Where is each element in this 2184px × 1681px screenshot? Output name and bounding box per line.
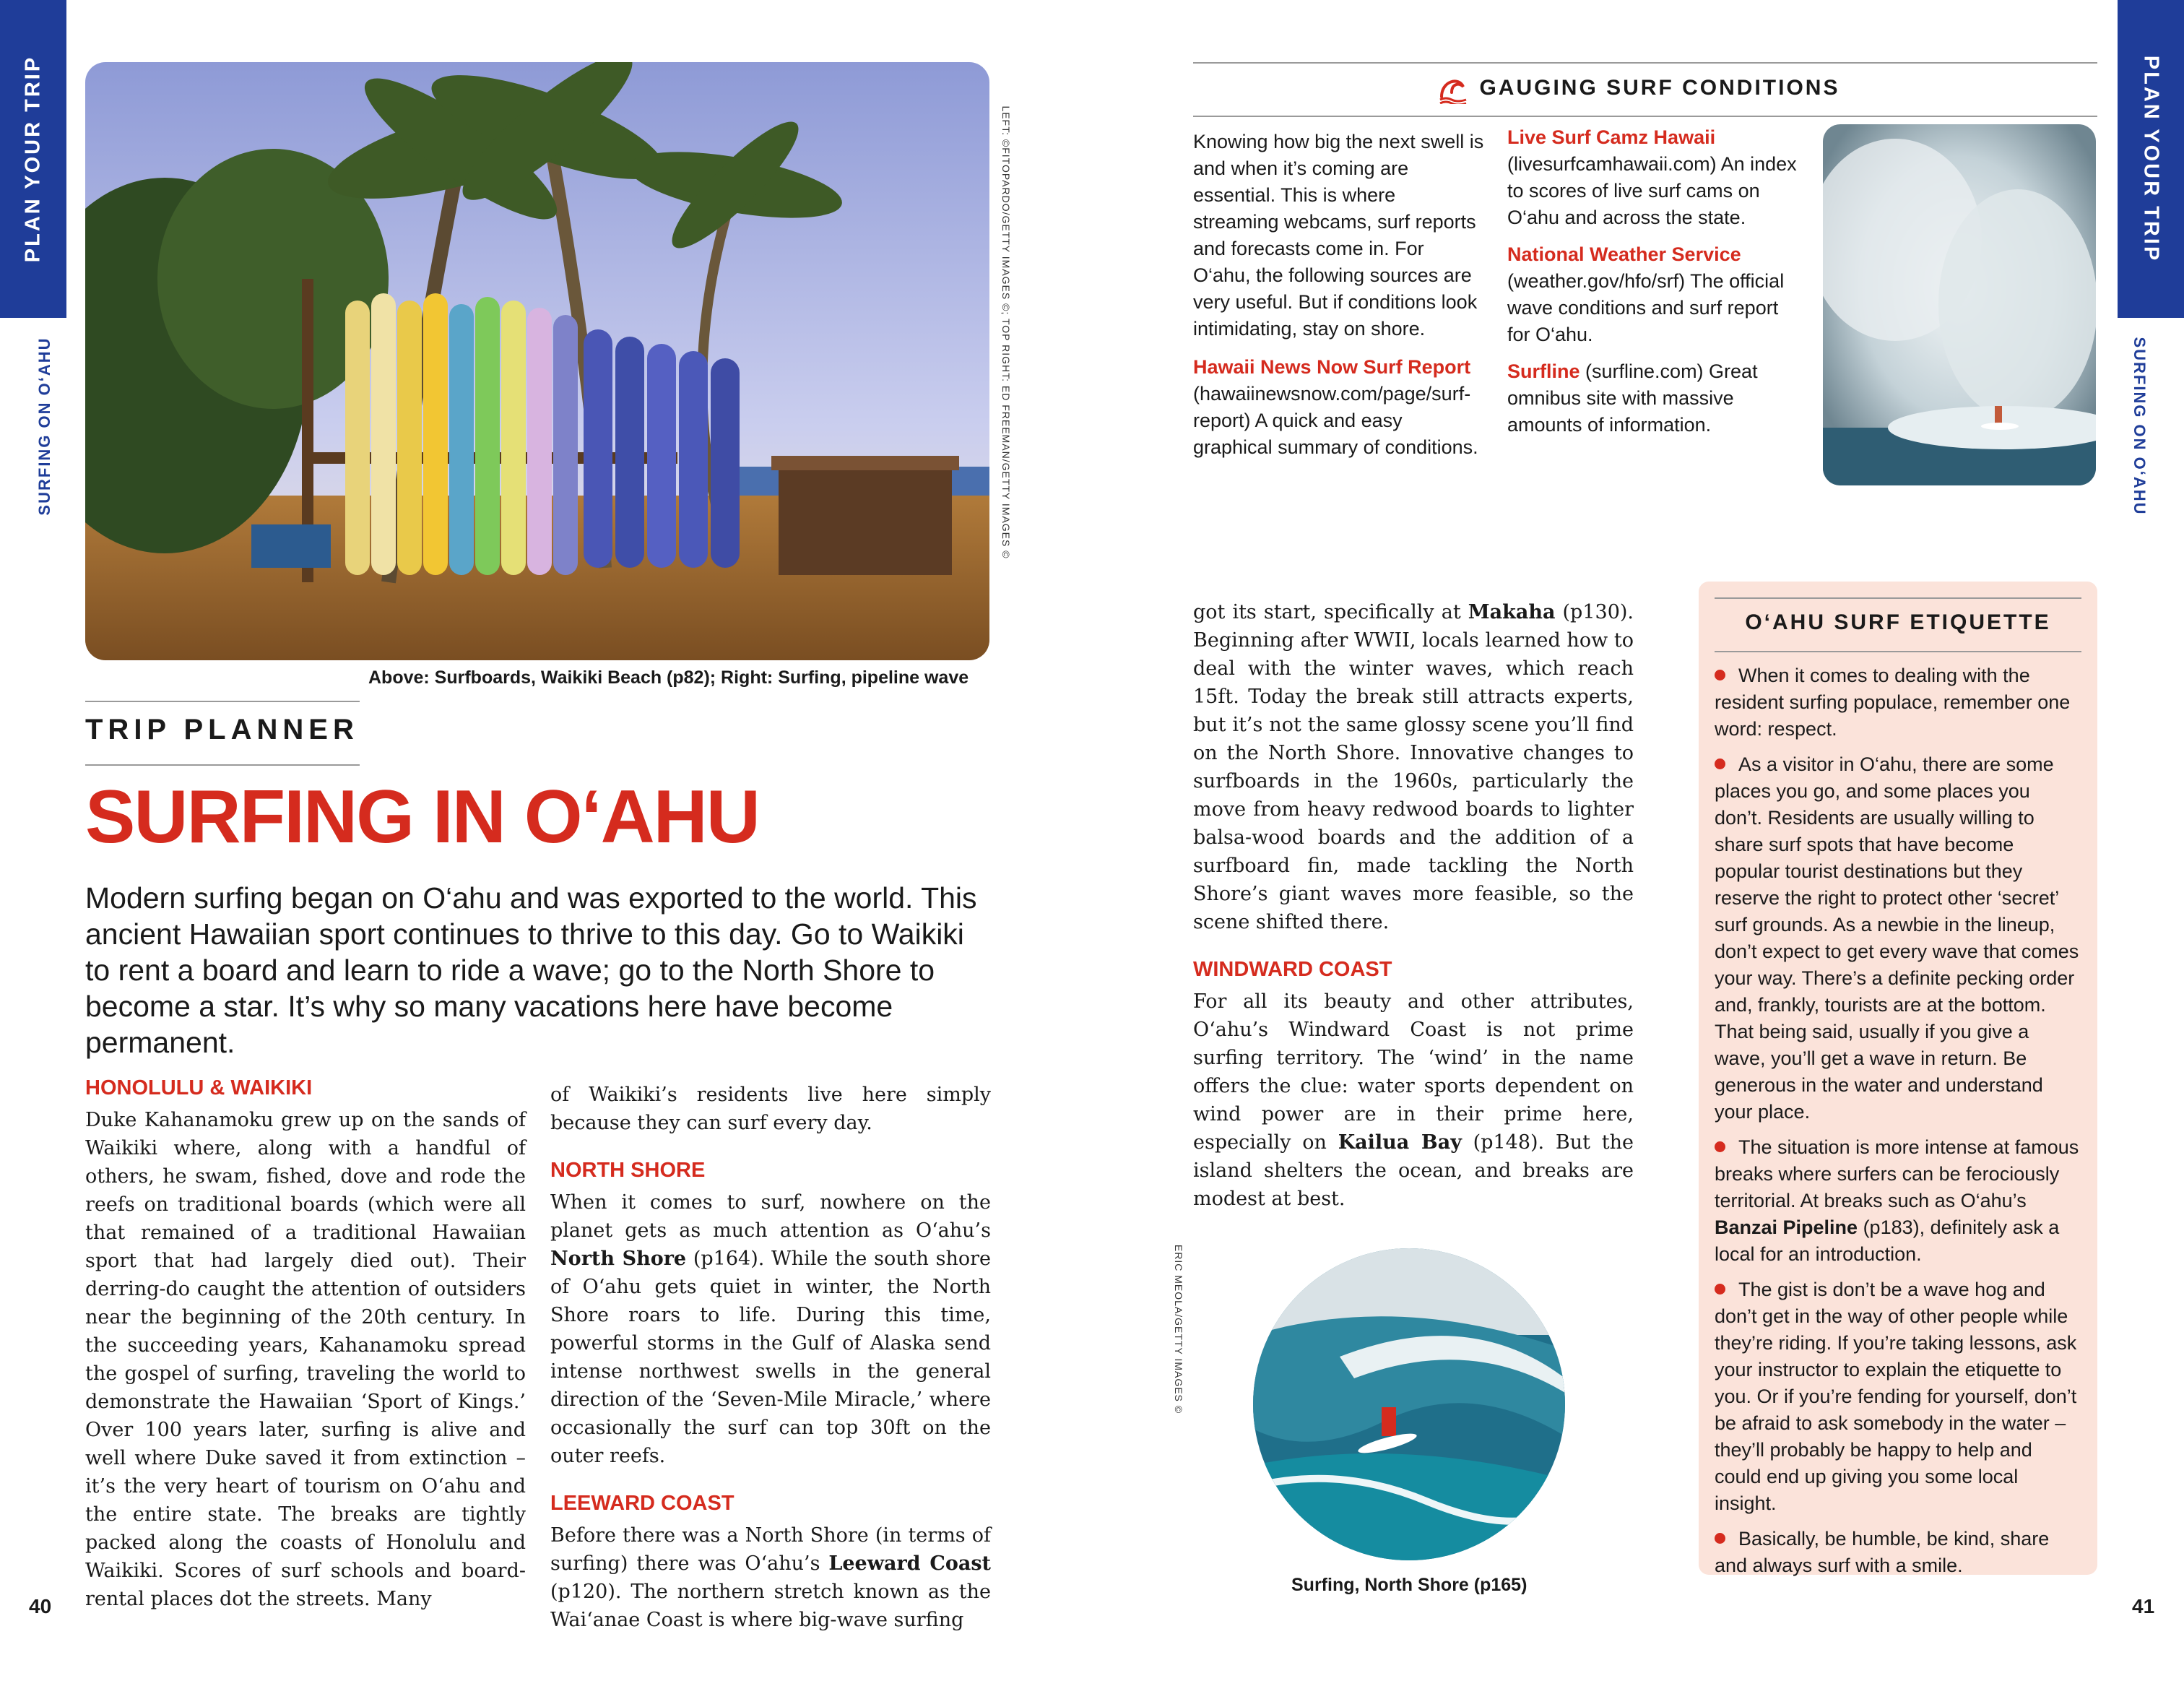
section-label-left: SURFING ON O‘AHU xyxy=(35,337,53,516)
north-shore-heading: NORTH SHORE xyxy=(550,1159,706,1182)
conditions-col-1 xyxy=(1193,129,1486,461)
wave-illustration xyxy=(1823,124,2096,485)
conditions-intro: Knowing how big the next swell is and when it’s coming are essential. This is where streaming webcams, surf reports and forecasts come in. For O‘ahu, the following sources are very useful. But if conditions look intimidating, stay on shore. xyxy=(1193,131,1484,340)
conditions-col-2 xyxy=(1507,124,1803,438)
etiquette-rule-bottom xyxy=(1715,651,2081,652)
honolulu-heading: HONOLULU & WAIKIKI xyxy=(85,1076,313,1099)
surfboards-illustration xyxy=(85,62,989,660)
page-number-right: 41 xyxy=(2132,1595,2155,1617)
source-item: Surfline (surfline.com) Great omnibus site with massive amounts of information. xyxy=(1507,360,1758,436)
kicker-rule-top xyxy=(85,701,360,702)
etiquette-item: Basically, be humble, be kind, share and always surf with a smile. xyxy=(1715,1528,2050,1576)
etiquette-item: The situation is more intense at famous breaks where surfers can be ferociously territorial. At breaks such as O‘ahu’s Banzai Pipeline (p183), definitely ask a local for an introduction. xyxy=(1715,1136,2079,1265)
section-label-right: SURFING ON O‘AHU xyxy=(2131,337,2149,516)
photo-credit-vertical: LEFT: ©FITOPARDO/GETTY IMAGES ©; TOP RIGHT: ED FREEMAN/GETTY IMAGES © xyxy=(1000,105,1012,559)
plan-your-trip-label: PLAN YOUR TRIP xyxy=(21,55,45,263)
honolulu-text: Duke Kahanamoku grew up on the sands of Waikiki where, along with a handful of others, he swam, fished, dove and rode the reefs on traditional boards (which were all that remained of a traditional Hawaiian sport that had largely died out). Their derring-do caught the attention of outsiders near the beginning of the 20th century. In the succeeding years, Kahanamoku spread the gospel of surfing, traveling the world to demonstrate the Hawaiian ‘Sport of Kings.’ Over 100 years later, surfing is alive and well where Duke saved it from extinction – it’s the very heart of tourism on O‘ahu and the entire state. The breaks are tightly packed along the coasts of Honolulu and Waikiki. Scores of surf schools and board-rental places dot the streets. Many xyxy=(85,1109,526,1610)
etiquette-rule-top xyxy=(1715,597,2081,599)
column-left-2 xyxy=(550,1081,991,1634)
bullet-icon xyxy=(1715,1141,1725,1152)
wave-icon xyxy=(1437,72,1469,104)
source-item: Live Surf Camz Hawaii (livesurfcamhawaii.com) An index to scores of live surf cams on O‘ahu and across the state. xyxy=(1507,126,1797,228)
plan-your-trip-tab-left xyxy=(0,0,66,318)
etiquette-list xyxy=(1715,662,2083,1588)
etiquette-item: The gist is don’t be a wave hog and don’t get in the way of other people while they’re riding. If you’re taking lessons, ask your instructor to explain the etiquette to you. Or if you’re fending for yourself, don’t be afraid to ask somebody in the water – they’ll probably be happy to help and could end up giving you some local insight. xyxy=(1715,1279,2077,1514)
etiquette-item: When it comes to dealing with the resident surfing populace, remember one word: respect. xyxy=(1715,665,2071,740)
etiquette-item: As a visitor in O‘ahu, there are some places you go, and some places you don’t. Residents are usually willing to share surf spots that have become popular tourist destinations but they reserve the right to protect other ‘secret’ surf grounds. As a newbie in the lineup, don’t expect to get every wave that comes your way. There’s a definite pecking order and, frankly, tourists are at the bottom. That being said, usually if you give a wave, you’ll get a wave in return. Be generous in the water and understand your place. xyxy=(1715,753,2079,1123)
surfboards-photo xyxy=(85,62,989,660)
source-item: Hawaii News Now Surf Report (hawaiinewsnow.com/page/surf-report) A quick and easy graphical summary of conditions. xyxy=(1193,356,1478,458)
leeward-heading: LEEWARD COAST xyxy=(550,1492,734,1515)
barrel-wave-illustration xyxy=(1253,1248,1565,1560)
bullet-icon xyxy=(1715,670,1725,680)
north-shore-circle-photo xyxy=(1253,1248,1565,1560)
bullet-icon xyxy=(1715,1284,1725,1295)
etiquette-header: O‘AHU SURF ETIQUETTE xyxy=(1745,610,2051,634)
page-title: SURFING IN O‘AHU xyxy=(85,775,759,859)
bullet-icon xyxy=(1715,1533,1725,1544)
plan-your-trip-label: PLAN YOUR TRIP xyxy=(2139,55,2163,263)
surf-etiquette-box xyxy=(1699,582,2097,1575)
leeward-text: Before there was a North Shore (in terms of surfing) there was O‘ahu’s Leeward Coast (p120). The northern stretch known as the Wai‘anae Coast is where big-wave surfing xyxy=(550,1524,991,1631)
leeward-continued: got its start, specifically at Makaha (p130). Beginning after WWII, locals learned how to deal with the winter waves, which reach 15ft. Today the break still attracts experts, but it’s not the same glossy scene you’ll find on the North Shore. Innovative changes to surfboards in the 1960s, particularly the move from heavy redwood boards to lighter balsa-wood boards and the addition of a surfboard fin, made tackling the North Shore’s giant waves more feasible, so the scene shifted there. xyxy=(1193,601,1634,933)
north-shore-text: When it comes to surf, nowhere on the planet gets as much attention as O‘ahu’s North Shore (p164). While the south shore of O‘ahu gets quiet in winter, the North Shore roars to life. During this time, powerful storms in the Gulf of Alaska send intense northwest swells in the general direction of the ‘Seven-Mile Miracle,’ where occasionally the surf can top 30ft on the outer reefs. xyxy=(550,1191,991,1467)
conditions-header xyxy=(1437,72,1840,104)
source-item: National Weather Service (weather.gov/hfo/srf) The official wave conditions and surf report for O‘ahu. xyxy=(1507,243,1785,345)
column-right-1 xyxy=(1193,598,1634,1213)
bullet-icon xyxy=(1715,759,1725,769)
conditions-rule-bottom xyxy=(1193,116,2097,117)
trip-planner-kicker: TRIP PLANNER xyxy=(85,714,359,746)
circle-photo-caption: Surfing, North Shore (p165) xyxy=(1291,1575,1528,1595)
honolulu-continued: of Waikiki’s residents live here simply because they can surf every day. xyxy=(550,1084,991,1134)
page-number-left: 40 xyxy=(29,1595,52,1617)
plan-your-trip-tab-right xyxy=(2118,0,2184,318)
photo-caption: Above: Surfboards, Waikiki Beach (p82); Right: Surfing, pipeline wave xyxy=(368,667,969,688)
conditions-rule-top xyxy=(1193,62,2097,64)
windward-text: For all its beauty and other attributes, O‘ahu’s Windward Coast is not prime surfing territory. The ‘wind’ in the name offers the clue: water sports dependent on wind power are in their prime here, especially on Kailua Bay (p148). But the island shelters the ocean, and breaks are modest at best. xyxy=(1193,990,1634,1210)
pipeline-wave-photo xyxy=(1823,124,2096,485)
column-left-1 xyxy=(85,1076,526,1613)
conditions-title: GAUGING SURF CONDITIONS xyxy=(1479,76,1840,100)
intro-paragraph: Modern surfing began on O‘ahu and was exported to the world. This ancient Hawaiian sport continues to thrive to this day. Go to Waikiki to rent a board and learn to ride a wave; go to the North Shore to become a star. It’s why so many vacations here have become permanent. xyxy=(85,881,977,1059)
circle-photo-credit: ERIC MEOLA/GETTY IMAGES © xyxy=(1173,1244,1184,1414)
windward-heading: WINDWARD COAST xyxy=(1193,958,1392,981)
kicker-rule-bottom xyxy=(85,764,360,766)
